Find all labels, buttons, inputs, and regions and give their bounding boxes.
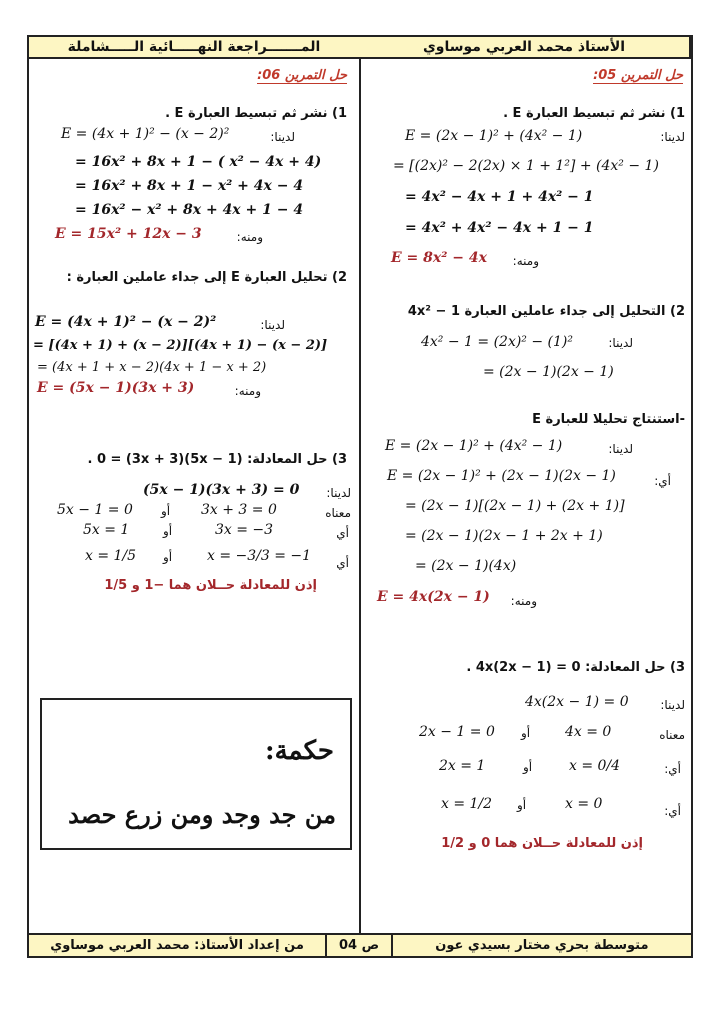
ex5-or-2: أو (523, 760, 533, 774)
ex5-label-have-4: لدينا: (660, 698, 685, 712)
ex5-deduce-line-1: E = (2x − 1)² + (2x − 1)(2x − 1) (387, 468, 616, 484)
ex6-factor-line-2: = (4x + 1 + x − 2)(4x + 1 − x + 2) (37, 360, 267, 375)
ex5-deduce-line-3: = (2x − 1)(2x − 1 + 2x + 1) (405, 528, 603, 544)
ex5-label-i: أي: (654, 474, 671, 488)
ex5-label-thus-2: ومنه: (510, 594, 537, 608)
ex6-label-i-2: أي (336, 556, 349, 570)
ex6-expand-line-1: = 16x² + 8x + 1 − ( x² − 4x + 4) (75, 154, 322, 170)
ex5-result-expand: E = 8x² − 4x (391, 250, 487, 266)
ex6-label-means: معناه (325, 506, 351, 520)
ex5-label-have-3: لدينا: (608, 442, 633, 456)
wisdom-text: من جد وجد ومن زرع حصد (68, 800, 336, 829)
ex6-expand-line-3: = 16x² − x² + 8x + 4x + 1 − 4 (75, 202, 304, 218)
page-header (27, 35, 693, 59)
ex5-label-thus: ومنه: (512, 254, 539, 268)
ex5-q3: 3) حل المعادلة: 4x(2x − 1) = 0 . (466, 660, 685, 675)
ex6-label-have: لدينا: (270, 130, 295, 144)
ex6-q1: 1) نشر ثم تبسيط العبارة E . (165, 106, 347, 121)
ex5-deduce-line-0: E = (2x − 1)² + (4x² − 1) (385, 438, 563, 454)
wisdom-title: حكمة: (265, 736, 334, 766)
ex6-q2: 2) تحليل العبارة E إلى جداء عاملين العبارة : (66, 270, 347, 285)
ex6-factor-line-0: E = (4x + 1)² − (x − 2)² (35, 314, 217, 330)
ex6-label-have-3: لدينا: (326, 486, 351, 500)
ex5-eq-1a: 2x − 1 = 0 (419, 724, 495, 740)
ex6-title: حل التمرين 06: (257, 68, 347, 83)
ex5-or-1: أو (521, 726, 531, 740)
ex5-eq-3a: x = 1/2 (441, 796, 493, 812)
header-review-title: المـــــــراجعة النهـــــائية الـــــشاملة (67, 39, 321, 55)
ex5-result-factor: E = 4x(2x − 1) (377, 589, 490, 605)
ex5-eq-2a: 2x = 1 (439, 758, 486, 774)
ex5-label-have-2: لدينا: (608, 336, 633, 350)
ex5-conclusion: إذن للمعادلة حــلان هما 0 و 1/2 (441, 836, 643, 851)
ex5-eq-line-0: 4x(2x − 1) = 0 (525, 694, 629, 710)
ex6-or-1: أو (161, 504, 171, 518)
page-footer (27, 933, 693, 958)
exercise-05-column (363, 62, 689, 930)
header-teacher-name: الأستاذ محمد العربي موساوي (359, 37, 691, 57)
ex6-conclusion: إذن للمعادلة حــلان هما −1 و 1/5 (104, 578, 317, 593)
ex6-result-factor: E = (5x − 1)(3x + 3) (37, 380, 195, 396)
ex6-label-have-2: لدينا: (260, 318, 285, 332)
ex5-label-means: معناه (659, 728, 685, 742)
ex5-q2: 2) التحليل إلى جداء عاملين العبارة 4x² − 1 (407, 304, 685, 319)
ex6-label-i: أي (336, 526, 349, 540)
ex5-deduce-line-4: = (2x − 1)(4x) (415, 558, 517, 574)
ex5-label-i-2: أي: (664, 762, 681, 776)
ex5-factor-line-1: = (2x − 1)(2x − 1) (483, 364, 614, 380)
ex5-expand-line-2: = 4x² − 4x + 1 + 4x² − 1 (405, 189, 594, 205)
ex5-or-3: أو (517, 798, 527, 812)
ex6-label-thus-2: ومنه: (234, 384, 261, 398)
ex5-factor-line-0: 4x² − 1 = (2x)² − (1)² (421, 334, 573, 350)
ex5-title: حل التمرين 05: (593, 68, 683, 83)
footer-school: متوسطة بحري مختار بسيدي عون (435, 938, 649, 953)
column-divider (359, 59, 361, 933)
ex6-expand-line-2: = 16x² + 8x + 1 − x² + 4x − 4 (75, 178, 304, 194)
ex6-eq-2b: 3x = −3 (215, 522, 274, 538)
ex5-q1: 1) نشر ثم تبسيط العبارة E . (503, 106, 685, 121)
ex5-eq-1b: 4x = 0 (565, 724, 612, 740)
ex5-q2b: -استنتاج تحليلا للعبارة E (532, 412, 685, 427)
ex5-label-i-3: أي: (664, 804, 681, 818)
ex5-deduce-line-2: = (2x − 1)[(2x − 1) + (2x + 1)] (405, 498, 625, 514)
footer-page-number: ص 04 (327, 935, 393, 956)
ex6-label-thus: ومنه: (236, 230, 263, 244)
ex6-or-3: أو (163, 550, 173, 564)
ex6-result-expand: E = 15x² + 12x − 3 (55, 226, 202, 242)
ex6-expand-line-0: E = (4x + 1)² − (x − 2)² (61, 126, 230, 142)
ex6-or-2: أو (163, 524, 173, 538)
ex6-eq-1a: 5x − 1 = 0 (57, 502, 133, 518)
ex6-eq-1b: 3x + 3 = 0 (201, 502, 277, 518)
ex6-factor-line-1: = [(4x + 1) + (x − 2)][(4x + 1) − (x − 2)] (33, 338, 328, 353)
ex5-expand-line-1: = [(2x)² − 2(2x) × 1 + 1²] + (4x² − 1) (393, 158, 659, 174)
ex6-eq-2a: 5x = 1 (83, 522, 130, 538)
ex5-expand-line-3: = 4x² + 4x² − 4x + 1 − 1 (405, 220, 594, 236)
ex5-eq-2b: x = 0/4 (569, 758, 621, 774)
ex6-eq-3a: x = 1/5 (85, 548, 137, 564)
ex5-expand-line-0: E = (2x − 1)² + (4x² − 1) (405, 128, 583, 144)
ex5-eq-3b: x = 0 (565, 796, 603, 812)
ex5-label-have: لدينا: (660, 130, 685, 144)
ex6-eq-3b: x = −3/3 = −1 (207, 548, 312, 564)
ex6-eq-line-0: (5x − 1)(3x + 3) = 0 (143, 482, 300, 498)
wisdom-box (40, 698, 352, 850)
ex6-q3: 3) حل المعادلة: (5x − 1)(3x + 3) = 0 . (87, 452, 347, 467)
footer-author: من إعداد الأستاذ: محمد العربي موساوي (29, 935, 327, 956)
